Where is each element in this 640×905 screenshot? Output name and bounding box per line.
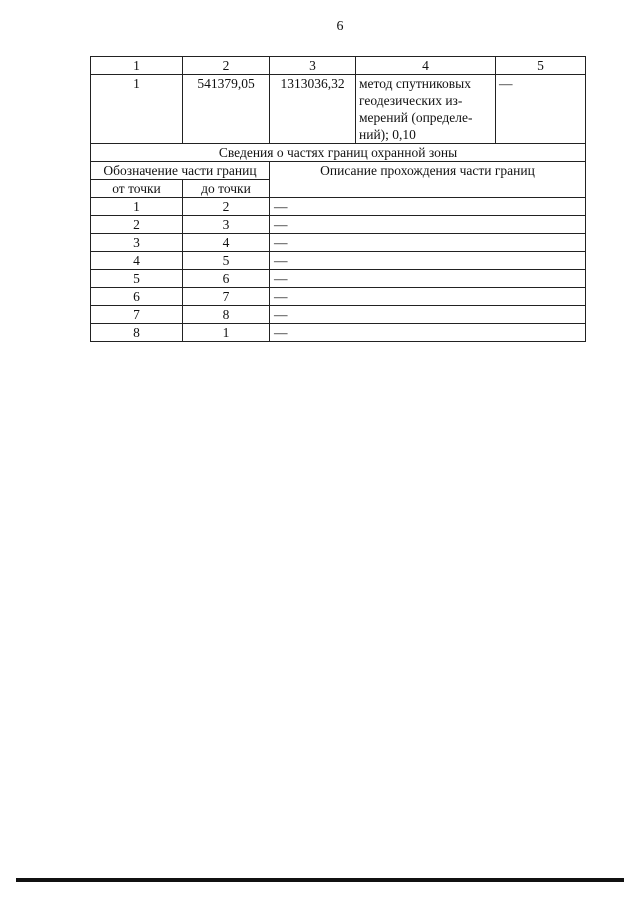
table-row xyxy=(91,234,586,252)
column-number-4: 4 xyxy=(356,57,496,75)
column-number-row xyxy=(91,57,586,75)
from-point: 8 xyxy=(91,324,183,342)
table-row xyxy=(91,288,586,306)
method-description xyxy=(356,75,496,144)
page-number: 6 xyxy=(336,19,344,34)
to-point: 4 xyxy=(183,234,270,252)
coordinate-row xyxy=(91,75,586,144)
part-description: — xyxy=(270,324,586,342)
to-point: 5 xyxy=(183,252,270,270)
from-point: 2 xyxy=(91,216,183,234)
designation-header: Обозначение части границ xyxy=(91,162,270,180)
to-point: 6 xyxy=(183,270,270,288)
page-bottom-rule xyxy=(16,878,624,882)
column-number-1: 1 xyxy=(91,57,183,75)
y-coordinate: 1313036,32 xyxy=(270,75,356,144)
to-point: 3 xyxy=(183,216,270,234)
column-number-3: 3 xyxy=(270,57,356,75)
boundary-table xyxy=(90,56,586,342)
table-row xyxy=(91,252,586,270)
table-row xyxy=(91,216,586,234)
method-line: мерений (определе- xyxy=(359,110,473,125)
from-point-header: от точки xyxy=(91,180,183,198)
part-description: — xyxy=(270,270,586,288)
part-description: — xyxy=(270,234,586,252)
from-point: 7 xyxy=(91,306,183,324)
table-row xyxy=(91,270,586,288)
x-coordinate: 541379,05 xyxy=(183,75,270,144)
column-number-5: 5 xyxy=(496,57,586,75)
part-description: — xyxy=(270,216,586,234)
part-description: — xyxy=(270,306,586,324)
part-description: — xyxy=(270,198,586,216)
description-header: Описание прохождения части границ xyxy=(270,162,586,198)
point-number: 1 xyxy=(91,75,183,144)
designation-header-row xyxy=(91,162,586,180)
from-point: 4 xyxy=(91,252,183,270)
column-number-2: 2 xyxy=(183,57,270,75)
to-point: 1 xyxy=(183,324,270,342)
part-description: — xyxy=(270,288,586,306)
table-row xyxy=(91,198,586,216)
column-5-value: — xyxy=(496,75,586,144)
from-point: 3 xyxy=(91,234,183,252)
to-point: 7 xyxy=(183,288,270,306)
method-line: метод спутниковых xyxy=(359,76,471,91)
part-description: — xyxy=(270,252,586,270)
to-point: 2 xyxy=(183,198,270,216)
method-line: геодезических из- xyxy=(359,93,463,108)
section-title-row xyxy=(91,144,586,162)
method-line: ний); 0,10 xyxy=(359,127,416,142)
to-point: 8 xyxy=(183,306,270,324)
from-point: 6 xyxy=(91,288,183,306)
from-point: 5 xyxy=(91,270,183,288)
table-row xyxy=(91,306,586,324)
to-point-header: до точки xyxy=(183,180,270,198)
from-point: 1 xyxy=(91,198,183,216)
table-row xyxy=(91,324,586,342)
section-title: Сведения о частях границ охранной зоны xyxy=(91,144,586,162)
